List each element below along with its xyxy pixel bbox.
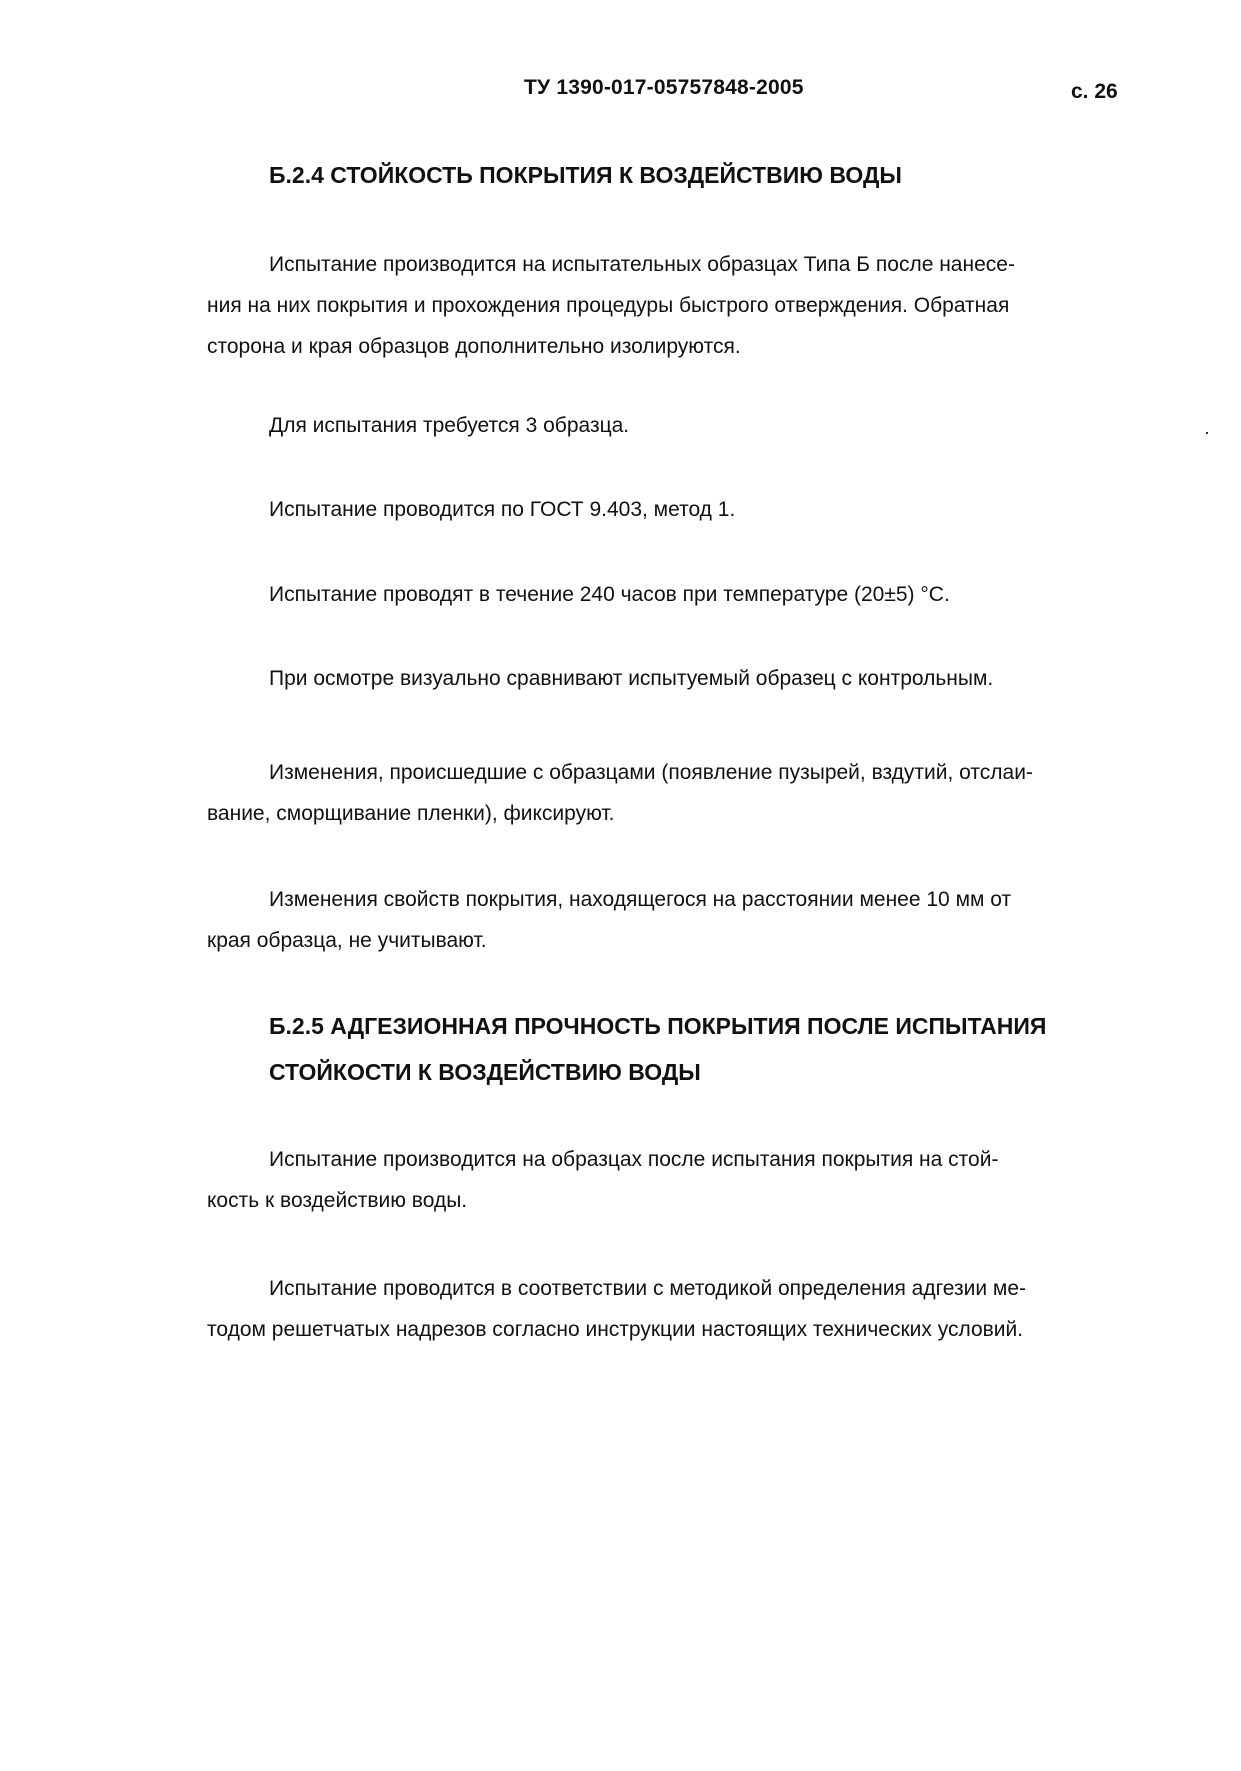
section-b24-paragraph-6 xyxy=(207,752,1169,834)
section-b24-paragraph-5: При осмотре визуально сравнивают испытуемый образец с контрольным. xyxy=(269,667,994,690)
paragraph-line: ния на них покрытия и прохождения процедуры быстрого отверждения. Обратная xyxy=(207,294,1010,317)
section-b24-title: Б.2.4 СТОЙКОСТЬ ПОКРЫТИЯ К ВОЗДЕЙСТВИЮ ВОДЫ xyxy=(269,162,902,188)
paragraph-line: кость к воздействию воды. xyxy=(207,1189,468,1212)
section-b24-paragraph-7 xyxy=(207,879,1169,961)
paragraph-line: сторона и края образцов дополнительно изолируются. xyxy=(207,335,741,358)
paragraph-line: Испытание производится на образцах после испытания покрытия на стой- xyxy=(269,1148,999,1171)
page-number: с. 26 xyxy=(1071,80,1118,103)
section-b25-paragraph-2 xyxy=(207,1268,1169,1350)
document-code: ТУ 1390-017-05757848-2005 xyxy=(524,76,804,99)
section-b24-paragraph-2: Для испытания требуется 3 образца. xyxy=(269,414,630,437)
section-b25-title-line: СТОЙКОСТИ К ВОЗДЕЙСТВИЮ ВОДЫ xyxy=(269,1059,701,1085)
section-b25-paragraph-1 xyxy=(207,1139,1169,1221)
paragraph-line: Изменения свойств покрытия, находящегося на расстоянии менее 10 мм от xyxy=(269,888,1012,911)
paragraph-line: вание, сморщивание пленки), фиксируют. xyxy=(207,802,615,825)
section-b24-paragraph-4: Испытание проводят в течение 240 часов при температуре (20±5) °С. xyxy=(269,583,950,606)
paragraph-line: края образца, не учитывают. xyxy=(207,929,487,952)
section-b25-title-line: Б.2.5 АДГЕЗИОННАЯ ПРОЧНОСТЬ ПОКРЫТИЯ ПОСЛЕ ИСПЫТАНИЯ xyxy=(269,1013,1047,1039)
paragraph-line: Испытание производится на испытательных образцах Типа Б после нанесе- xyxy=(269,253,1015,276)
section-b24-paragraph-3: Испытание проводится по ГОСТ 9.403, метод 1. xyxy=(269,498,736,521)
section-b24-paragraph-1 xyxy=(207,244,1169,367)
section-b25-title xyxy=(269,1003,1046,1095)
paragraph-line: тодом решетчатых надрезов согласно инструкции настоящих технических условий. xyxy=(207,1318,1024,1341)
paragraph-line: Изменения, происшедшие с образцами (появление пузырей, вздутий, отслаи- xyxy=(269,761,1033,784)
scan-speck xyxy=(1206,432,1208,434)
paragraph-line: Испытание проводится в соответствии с методикой определения адгезии ме- xyxy=(269,1277,1027,1300)
